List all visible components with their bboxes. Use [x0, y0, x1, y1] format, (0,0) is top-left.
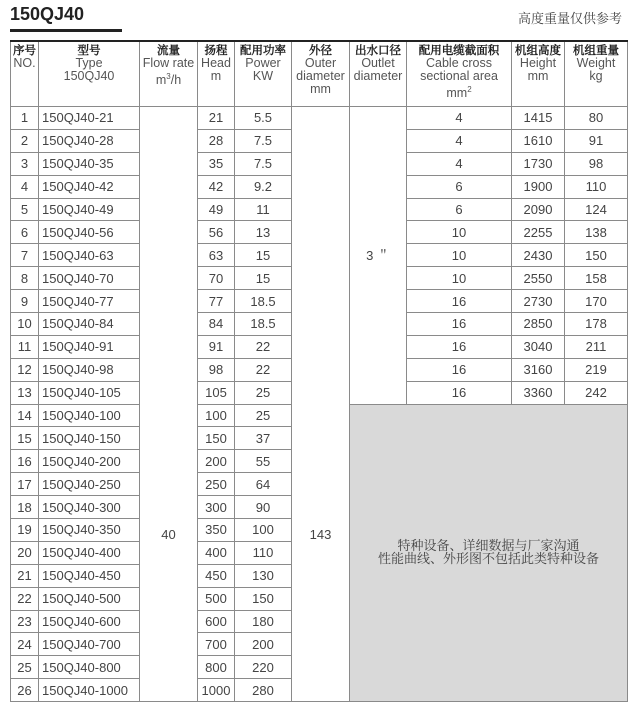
power-cell: 25 — [235, 381, 292, 404]
power-cell: 64 — [235, 473, 292, 496]
unit-weight-cell: 158 — [565, 267, 628, 290]
model-cell: 150QJ40-105 — [39, 381, 140, 404]
model-cell: 150QJ40-49 — [39, 198, 140, 221]
unit-height-cell: 1415 — [512, 107, 565, 130]
power-cell: 7.5 — [235, 152, 292, 175]
cable-area-cell: 16 — [407, 381, 512, 404]
row-number: 18 — [11, 496, 39, 519]
header-flow: 流量 Flow rate $m^3/h$ — [140, 41, 198, 107]
header-power: 配用功率 Power KW — [235, 41, 292, 107]
table-row — [11, 107, 628, 130]
model-cell: 150QJ40-100 — [39, 404, 140, 427]
model-cell: 150QJ40-91 — [39, 335, 140, 358]
power-cell: 13 — [235, 221, 292, 244]
head-cell: 700 — [198, 633, 235, 656]
power-cell: 100 — [235, 519, 292, 542]
power-cell: 22 — [235, 358, 292, 381]
row-number: 10 — [11, 313, 39, 336]
head-cell: 91 — [198, 335, 235, 358]
header-height: 机组高度 Height mm — [512, 41, 565, 107]
row-number: 5 — [11, 198, 39, 221]
unit-weight-cell: 178 — [565, 313, 628, 336]
power-cell: 55 — [235, 450, 292, 473]
row-number: 13 — [11, 381, 39, 404]
power-cell: 110 — [235, 541, 292, 564]
power-cell: 37 — [235, 427, 292, 450]
model-cell: 150QJ40-700 — [39, 633, 140, 656]
special-note-line-1: 特种设备、详细数据与厂家沟通 — [397, 538, 580, 554]
row-number: 7 — [11, 244, 39, 267]
row-number: 23 — [11, 610, 39, 633]
cable-area-cell: 10 — [407, 244, 512, 267]
model-cell: 150QJ40-250 — [39, 473, 140, 496]
flow-rate-cell: 40 — [140, 107, 198, 702]
reference-note: 高度重量仅供参考 — [517, 12, 622, 27]
row-number: 26 — [11, 679, 39, 702]
title-underline — [10, 29, 122, 32]
head-cell: 450 — [198, 564, 235, 587]
outer-diameter-cell: 143 — [292, 107, 350, 702]
head-cell: 98 — [198, 358, 235, 381]
power-cell: 90 — [235, 496, 292, 519]
unit-weight-cell: 211 — [565, 335, 628, 358]
power-cell: 130 — [235, 564, 292, 587]
power-cell: 150 — [235, 587, 292, 610]
power-cell: 15 — [235, 244, 292, 267]
unit-height-cell: 3360 — [512, 381, 565, 404]
unit-height-cell: 2430 — [512, 244, 565, 267]
model-cell: 150QJ40-200 — [39, 450, 140, 473]
model-cell: 150QJ40-63 — [39, 244, 140, 267]
head-cell: 63 — [198, 244, 235, 267]
model-cell: 150QJ40-300 — [39, 496, 140, 519]
cable-area-cell: 10 — [407, 267, 512, 290]
row-number: 16 — [11, 450, 39, 473]
power-cell: 220 — [235, 656, 292, 679]
head-cell: 56 — [198, 221, 235, 244]
model-cell: 150QJ40-600 — [39, 610, 140, 633]
row-number: 12 — [11, 358, 39, 381]
unit-height-cell: 3160 — [512, 358, 565, 381]
model-cell: 150QJ40-84 — [39, 313, 140, 336]
unit-height-cell: 2255 — [512, 221, 565, 244]
row-number: 2 — [11, 129, 39, 152]
model-cell: 150QJ40-500 — [39, 587, 140, 610]
head-cell: 350 — [198, 519, 235, 542]
special-equipment-note — [350, 404, 628, 702]
model-cell: 150QJ40-21 — [39, 107, 140, 130]
model-cell: 150QJ40-98 — [39, 358, 140, 381]
unit-weight-cell: 80 — [565, 107, 628, 130]
cable-area-cell: 6 — [407, 198, 512, 221]
unit-weight-cell: 219 — [565, 358, 628, 381]
model-cell: 150QJ40-35 — [39, 152, 140, 175]
header-cable-area: 配用电缆截面积 Cable cross sectional area $mm^2$ — [407, 41, 512, 107]
unit-height-cell: 2550 — [512, 267, 565, 290]
row-number: 24 — [11, 633, 39, 656]
model-cell: 150QJ40-800 — [39, 656, 140, 679]
row-number: 17 — [11, 473, 39, 496]
unit-height-cell: 1610 — [512, 129, 565, 152]
model-cell: 150QJ40-400 — [39, 541, 140, 564]
power-cell: 15 — [235, 267, 292, 290]
power-cell: 200 — [235, 633, 292, 656]
unit-height-cell: 2850 — [512, 313, 565, 336]
header-outlet-diameter: 出水口径 Outlet diameter — [350, 41, 407, 107]
unit-weight-cell: 110 — [565, 175, 628, 198]
model-cell: 150QJ40-450 — [39, 564, 140, 587]
header-weight: 机组重量 Weight kg — [565, 41, 628, 107]
unit-weight-cell: 124 — [565, 198, 628, 221]
spec-table — [10, 40, 628, 702]
power-cell: 18.5 — [235, 313, 292, 336]
row-number: 8 — [11, 267, 39, 290]
row-number: 1 — [11, 107, 39, 130]
power-cell: 280 — [235, 679, 292, 702]
cable-area-cell: 4 — [407, 152, 512, 175]
head-cell: 1000 — [198, 679, 235, 702]
row-number: 20 — [11, 541, 39, 564]
row-number: 25 — [11, 656, 39, 679]
head-cell: 800 — [198, 656, 235, 679]
unit-height-cell: 1730 — [512, 152, 565, 175]
cable-area-cell: 4 — [407, 129, 512, 152]
head-cell: 77 — [198, 290, 235, 313]
head-cell: 42 — [198, 175, 235, 198]
outlet-diameter-cell: 3 ＂ — [350, 107, 407, 405]
unit-height-cell: 2730 — [512, 290, 565, 313]
power-cell: 11 — [235, 198, 292, 221]
power-cell: 18.5 — [235, 290, 292, 313]
header-no: 序号 NO. — [11, 41, 39, 107]
model-cell: 150QJ40-70 — [39, 267, 140, 290]
power-cell: 5.5 — [235, 107, 292, 130]
head-cell: 49 — [198, 198, 235, 221]
spec-table-body — [11, 107, 628, 702]
head-cell: 200 — [198, 450, 235, 473]
unit-height-cell: 2090 — [512, 198, 565, 221]
model-cell: 150QJ40-28 — [39, 129, 140, 152]
power-cell: 180 — [235, 610, 292, 633]
head-cell: 35 — [198, 152, 235, 175]
power-cell: 7.5 — [235, 129, 292, 152]
cable-area-cell: 16 — [407, 358, 512, 381]
row-number: 22 — [11, 587, 39, 610]
unit-weight-cell: 138 — [565, 221, 628, 244]
model-cell: 150QJ40-42 — [39, 175, 140, 198]
power-cell: 9.2 — [235, 175, 292, 198]
cable-area-cell: 16 — [407, 335, 512, 358]
model-cell: 150QJ40-350 — [39, 519, 140, 542]
row-number: 21 — [11, 564, 39, 587]
unit-height-cell: 1900 — [512, 175, 565, 198]
unit-weight-cell: 98 — [565, 152, 628, 175]
unit-weight-cell: 242 — [565, 381, 628, 404]
row-number: 3 — [11, 152, 39, 175]
head-cell: 70 — [198, 267, 235, 290]
head-cell: 28 — [198, 129, 235, 152]
cable-area-cell: 4 — [407, 107, 512, 130]
header-outer-diameter: 外径 Outer diameter mm — [292, 41, 350, 107]
power-cell: 22 — [235, 335, 292, 358]
row-number: 4 — [11, 175, 39, 198]
model-cell: 150QJ40-56 — [39, 221, 140, 244]
unit-weight-cell: 170 — [565, 290, 628, 313]
page-title: 150QJ40 — [10, 4, 85, 24]
model-cell: 150QJ40-77 — [39, 290, 140, 313]
head-cell: 400 — [198, 541, 235, 564]
row-number: 9 — [11, 290, 39, 313]
head-cell: 105 — [198, 381, 235, 404]
model-cell: 150QJ40-1000 — [39, 679, 140, 702]
unit-weight-cell: 91 — [565, 129, 628, 152]
header-model: 型号 Type 150QJ40 — [39, 41, 140, 107]
cable-area-cell: 16 — [407, 313, 512, 336]
head-cell: 250 — [198, 473, 235, 496]
cable-area-cell: 16 — [407, 290, 512, 313]
head-cell: 600 — [198, 610, 235, 633]
row-number: 14 — [11, 404, 39, 427]
head-cell: 300 — [198, 496, 235, 519]
header-row — [11, 41, 628, 107]
head-cell: 21 — [198, 107, 235, 130]
row-number: 15 — [11, 427, 39, 450]
row-number: 19 — [11, 519, 39, 542]
power-cell: 25 — [235, 404, 292, 427]
head-cell: 84 — [198, 313, 235, 336]
unit-weight-cell: 150 — [565, 244, 628, 267]
head-cell: 150 — [198, 427, 235, 450]
row-number: 11 — [11, 335, 39, 358]
head-cell: 100 — [198, 404, 235, 427]
header-head: 扬程 Head m — [198, 41, 235, 107]
head-cell: 500 — [198, 587, 235, 610]
cable-area-cell: 6 — [407, 175, 512, 198]
special-note-line-2: 性能曲线、外形图不包括此类特种设备 — [377, 551, 599, 567]
cable-area-cell: 10 — [407, 221, 512, 244]
row-number: 6 — [11, 221, 39, 244]
model-cell: 150QJ40-150 — [39, 427, 140, 450]
unit-height-cell: 3040 — [512, 335, 565, 358]
